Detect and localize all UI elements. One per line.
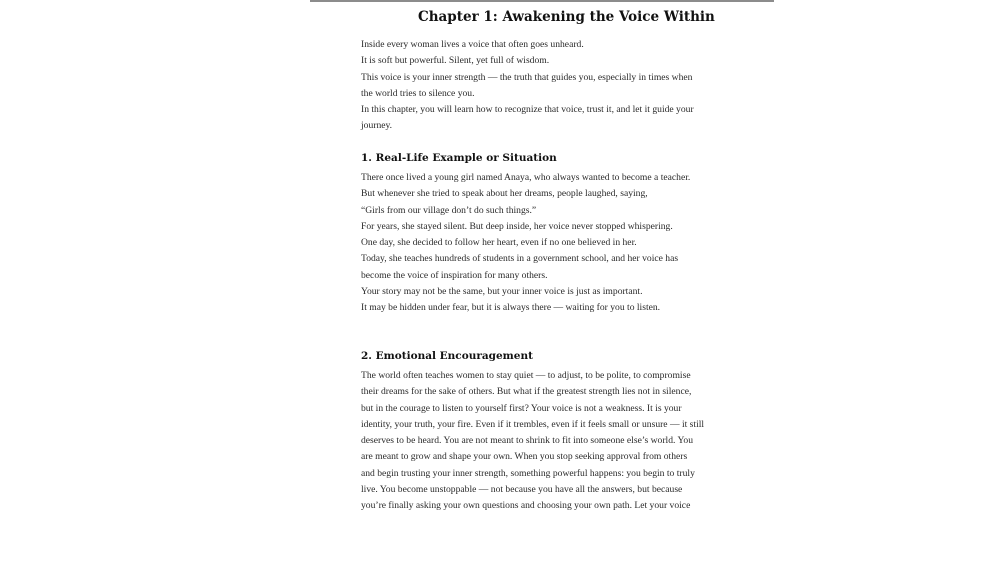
section-2-line: and begin trusting your inner strength, something powerful happens: you begin to truly	[361, 467, 695, 479]
intro-line: Inside every woman lives a voice that often goes unheard.	[361, 39, 584, 50]
section-1-line: Today, she teaches hundreds of students in a government school, and her voice has	[361, 253, 679, 265]
section-2-line: live. You become unstoppable — not because you have all the answers, but because	[361, 484, 683, 496]
intro-line: In this chapter, you will learn how to recognize that voice, trust it, and let it guide your	[361, 104, 694, 116]
chapter-title: Chapter 1: Awakening the Voice Within	[418, 9, 715, 25]
intro-line: the world tries to silence you.	[361, 87, 475, 99]
intro-line: This voice is your inner strength — the truth that guides you, especially in times when	[361, 71, 693, 83]
page-top-edge	[310, 0, 774, 2]
section-2-line: but in the courage to listen to yourself first? Your voice is not a weakness. It is your	[361, 402, 682, 414]
intro-line: It is soft but powerful. Silent, yet full of wisdom.	[361, 55, 550, 67]
section-2-heading: 2. Emotional Encouragement	[361, 350, 533, 362]
section-1-line: Your story may not be the same, but your inner voice is just as important.	[361, 286, 643, 298]
section-2-paragraph	[361, 368, 704, 515]
section-1-line: There once lived a young girl named Anaya, who always wanted to become a teacher.	[361, 172, 691, 183]
section-1-line: It may be hidden under fear, but it is always there — waiting for you to listen.	[361, 302, 661, 314]
section-2-line: deserves to be heard. You are not meant to shrink to fit into someone else’s world. You	[361, 435, 694, 447]
intro-paragraph	[361, 37, 694, 135]
section-2-line: are meant to grow and shape your own. When you stop seeking approval from others	[361, 451, 688, 463]
section-2-line: you’re finally asking your own questions and choosing your own path. Let your voice	[361, 500, 691, 512]
section-1-line: become the voice of inspiration for many others.	[361, 269, 548, 281]
intro-line: journey.	[361, 120, 393, 132]
section-1-heading: 1. Real-Life Example or Situation	[361, 152, 557, 164]
section-1-line: “Girls from our village don’t do such things.”	[361, 204, 537, 216]
section-1-line: For years, she stayed silent. But deep inside, her voice never stopped whispering.	[361, 220, 673, 232]
section-1-line: One day, she decided to follow her heart, even if no one believed in her.	[361, 237, 637, 249]
section-1-paragraph	[361, 170, 690, 317]
section-2-line: The world often teaches women to stay quiet — to adjust, to be polite, to compromise	[361, 370, 691, 381]
section-1-line: But whenever she tried to speak about her dreams, people laughed, saying,	[361, 188, 648, 200]
section-2-line: identity, your truth, your fire. Even if it trembles, even if it feels small or unsure — it still	[361, 418, 705, 430]
section-2-line: their dreams for the sake of others. But what if the greatest strength lies not in silence,	[361, 386, 692, 398]
